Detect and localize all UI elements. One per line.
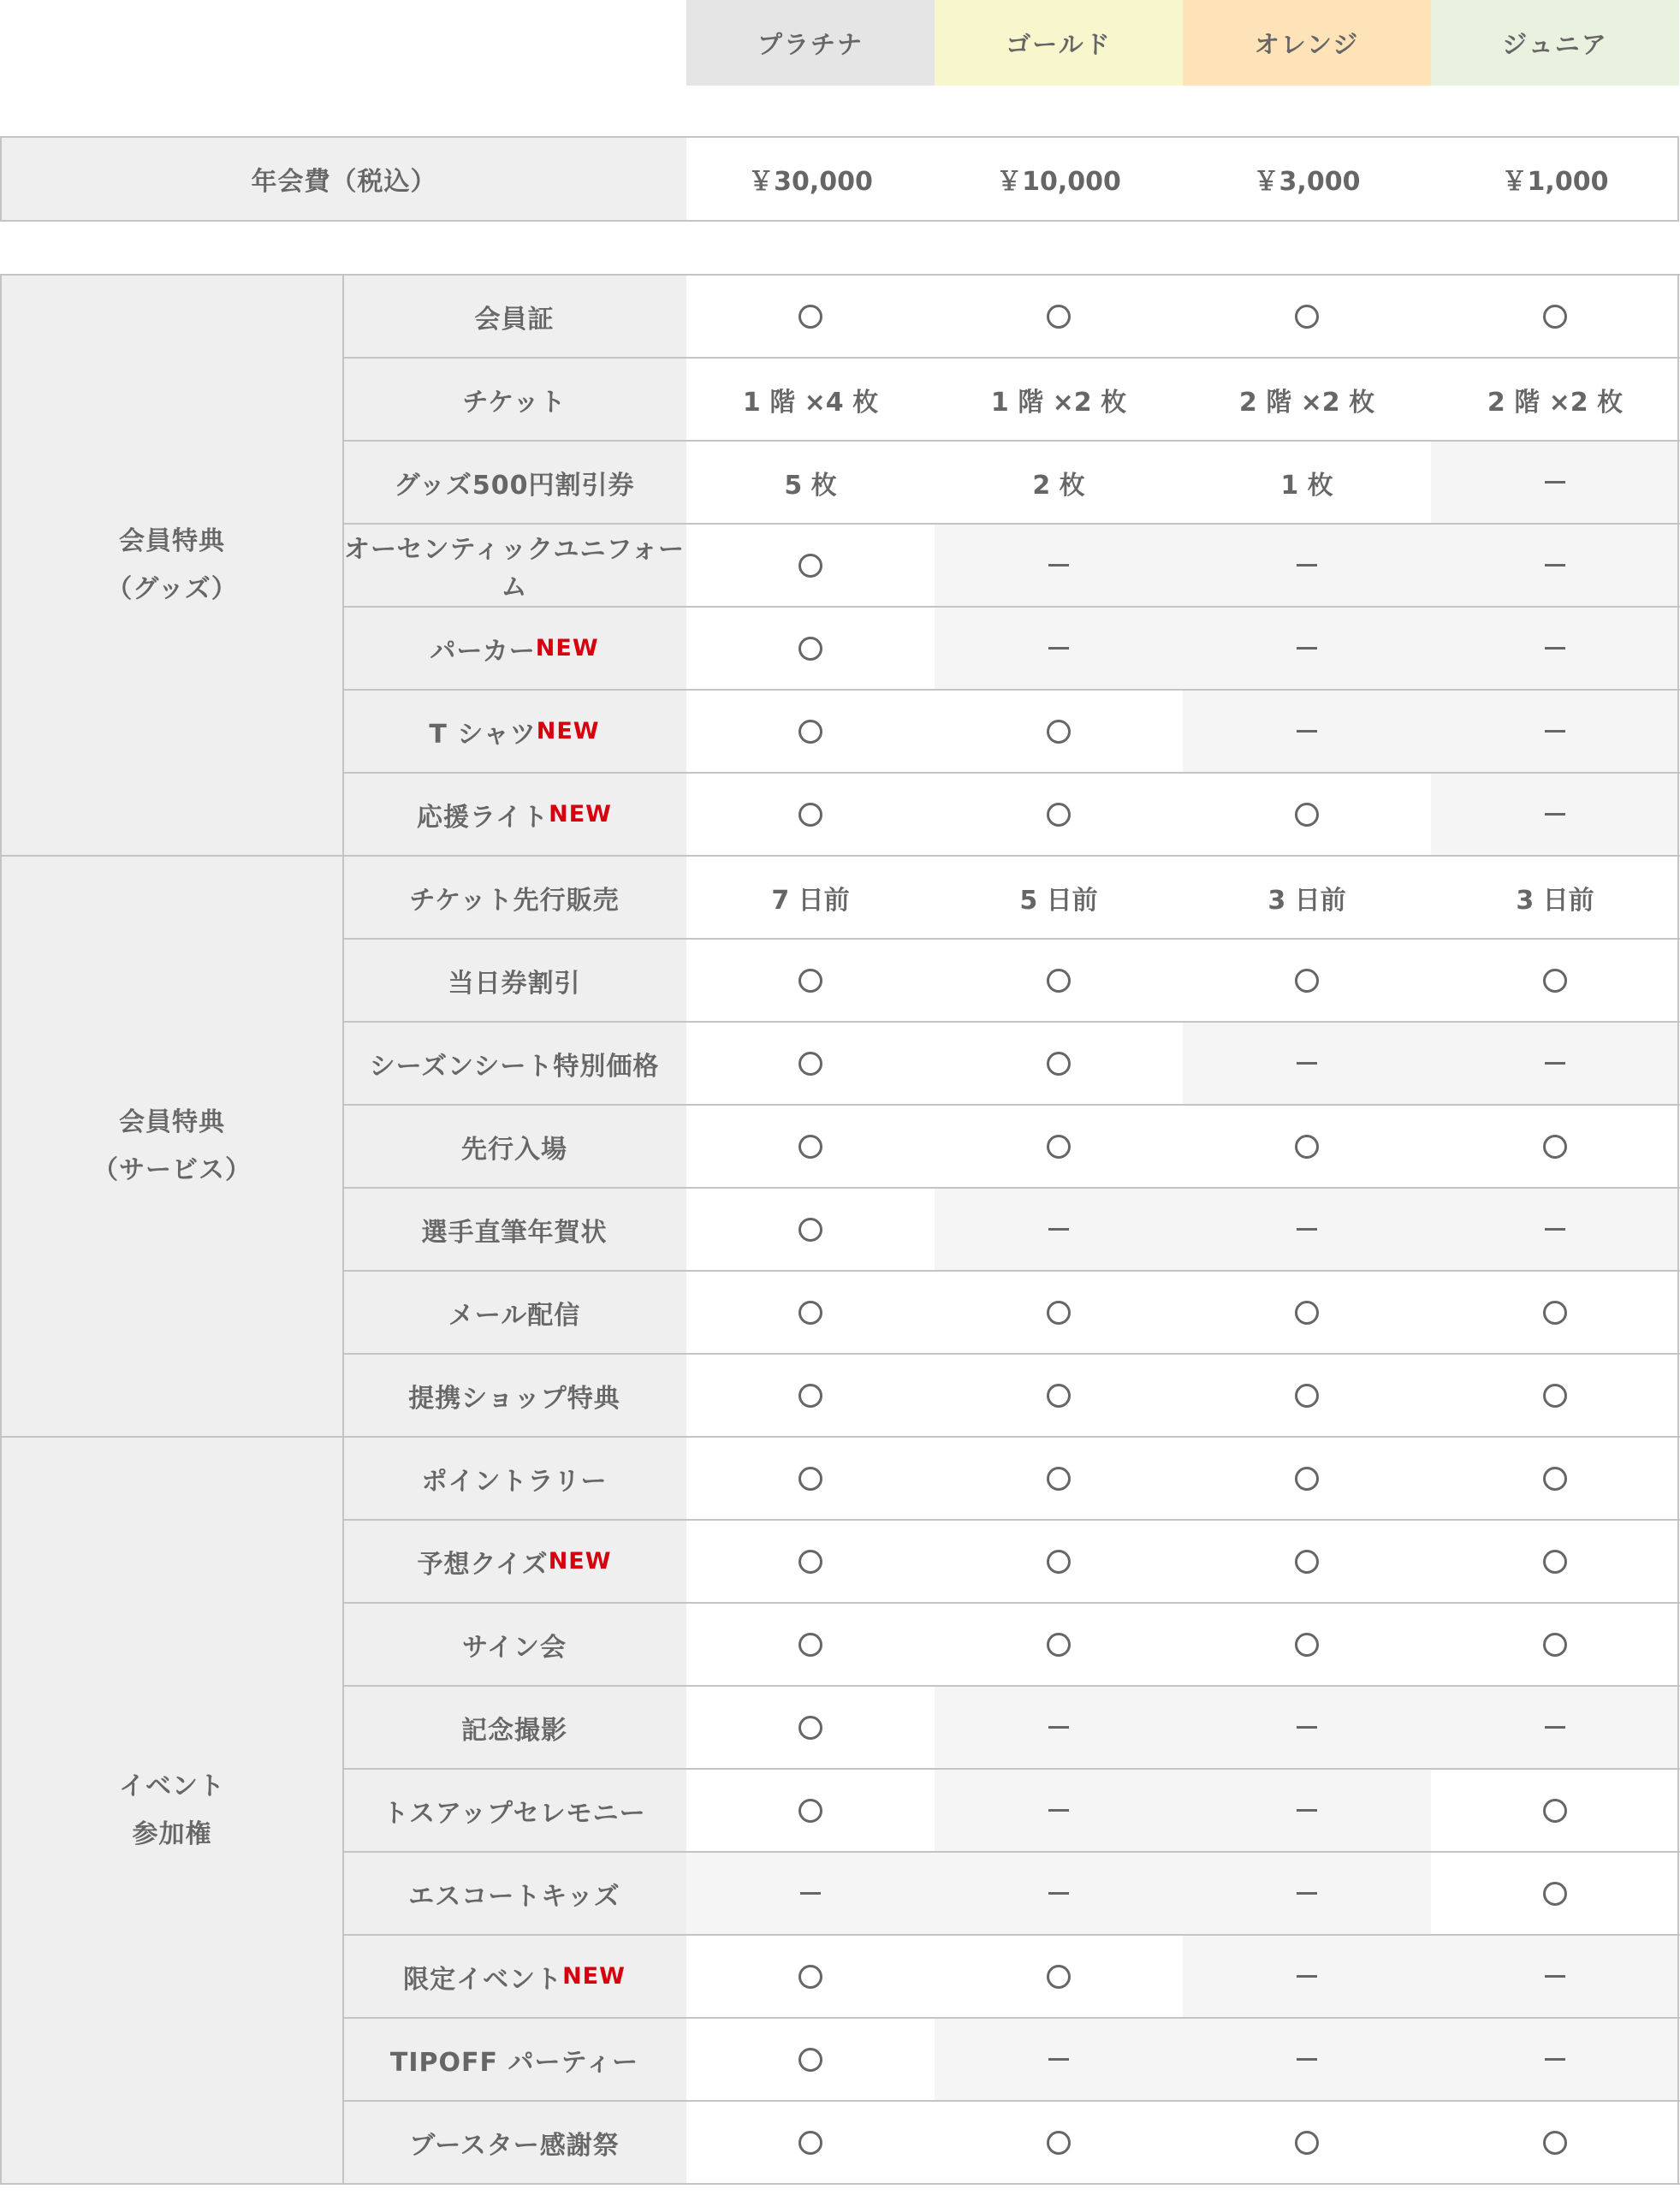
benefit-label: [342, 1936, 686, 2017]
benefit-value: [1431, 608, 1679, 689]
annual-fee-value: [1431, 138, 1679, 220]
category-text-line: 参加権: [132, 1818, 212, 1849]
cell-value: 1 枚: [1280, 470, 1333, 501]
benefit-value: [935, 442, 1183, 523]
benefit-value: [1183, 1604, 1431, 1685]
benefit-value: [1431, 1853, 1679, 1934]
benefit-name: オーセンティックユニフォーム: [344, 534, 685, 602]
benefit-label: [342, 857, 686, 938]
benefit-label: [342, 1604, 686, 1685]
benefit-value: [686, 1106, 935, 1187]
benefit-value: [935, 2019, 1183, 2100]
annual-fee-value: [935, 138, 1183, 220]
available-circle-icon: [798, 2131, 822, 2155]
tier-name: オレンジ: [1254, 29, 1360, 59]
not-available-dash-icon: [1048, 564, 1069, 567]
not-available-dash-icon: [1545, 1975, 1565, 1978]
new-badge: NEW: [549, 801, 612, 828]
benefit-value: [935, 359, 1183, 440]
benefit-value: [935, 1355, 1183, 1436]
benefit-label: [342, 1438, 686, 1519]
cell-value: 7 日前: [771, 885, 850, 916]
benefit-name: 会員証: [474, 304, 555, 335]
benefit-name: 予想クイズ: [417, 1549, 549, 1580]
available-circle-icon: [1543, 1550, 1567, 1574]
benefit-name: 記念撮影: [461, 1715, 567, 1746]
benefit-label: [342, 1272, 686, 1353]
benefit-value: [1183, 1936, 1431, 2017]
benefit-value: [1431, 276, 1679, 357]
available-circle-icon: [1047, 720, 1071, 744]
benefit-name: ポイントラリー: [421, 1466, 608, 1497]
benefit-value: [935, 1106, 1183, 1187]
benefit-label: [342, 774, 686, 855]
available-circle-icon: [798, 1550, 822, 1574]
available-circle-icon: [1295, 1135, 1319, 1159]
benefit-value: [1183, 1023, 1431, 1104]
available-circle-icon: [1047, 1965, 1071, 1989]
benefit-value: [935, 857, 1183, 938]
benefit-value: [1183, 940, 1431, 1021]
benefit-name: チケット先行販売: [409, 885, 620, 916]
cell-value: 3 日前: [1267, 885, 1346, 916]
not-available-dash-icon: [1048, 1726, 1069, 1729]
not-available-dash-icon: [1545, 813, 1565, 816]
available-circle-icon: [1047, 969, 1071, 993]
benefit-label: [342, 1853, 686, 1934]
benefit-value: [686, 940, 935, 1021]
available-circle-icon: [1295, 1467, 1319, 1491]
not-available-dash-icon: [1297, 647, 1317, 650]
available-circle-icon: [1295, 1301, 1319, 1325]
cell-value: 2 枚: [1032, 470, 1085, 501]
benefit-name: 選手直筆年賀状: [421, 1217, 608, 1248]
benefit-value: [1183, 2102, 1431, 2183]
category-text-line: （グッズ）: [106, 573, 238, 604]
not-available-dash-icon: [1297, 1809, 1317, 1812]
benefit-value: [1183, 1106, 1431, 1187]
benefit-name: 当日券割引: [448, 968, 581, 999]
not-available-dash-icon: [1545, 481, 1565, 483]
available-circle-icon: [1543, 1301, 1567, 1325]
available-circle-icon: [1543, 1882, 1567, 1906]
benefit-label: [342, 940, 686, 1021]
benefit-value: [686, 857, 935, 938]
benefit-label: [342, 2102, 686, 2183]
benefit-value: [1183, 525, 1431, 606]
benefit-value: [1431, 940, 1679, 1021]
benefit-value: [1183, 608, 1431, 689]
benefit-value: [686, 1521, 935, 1602]
benefit-value: [1431, 1272, 1679, 1353]
cell-value: 1 階 ×2 枚: [990, 387, 1127, 418]
benefit-value: [686, 1438, 935, 1519]
benefit-value: [935, 1604, 1183, 1685]
section-category-1: [2, 276, 342, 855]
benefit-value: [1431, 1770, 1679, 1851]
available-circle-icon: [798, 1633, 822, 1657]
category-text-line: 会員特典: [119, 525, 225, 556]
available-circle-icon: [798, 1965, 822, 1989]
benefit-value: [686, 608, 935, 689]
available-circle-icon: [798, 1052, 822, 1076]
available-circle-icon: [1295, 1633, 1319, 1657]
not-available-dash-icon: [1297, 2058, 1317, 2061]
benefit-value: [686, 2019, 935, 2100]
benefit-name: TIPOFF パーティー: [389, 2047, 639, 2078]
benefit-label: [342, 525, 686, 606]
available-circle-icon: [1543, 305, 1567, 329]
benefit-value: [1183, 359, 1431, 440]
benefit-value: [1431, 1936, 1679, 2017]
benefit-name: 提携ショップ特典: [408, 1383, 620, 1414]
benefit-value: [1431, 1604, 1679, 1685]
not-available-dash-icon: [1545, 647, 1565, 650]
benefit-label: [342, 1770, 686, 1851]
available-circle-icon: [1543, 1135, 1567, 1159]
benefit-name: 先行入場: [461, 1134, 567, 1165]
benefit-value: [1431, 691, 1679, 772]
fee-amount: ￥1,000: [1501, 167, 1609, 197]
benefit-value: [1183, 1355, 1431, 1436]
not-available-dash-icon: [1297, 1062, 1317, 1065]
benefit-label: [342, 1687, 686, 1768]
available-circle-icon: [798, 1384, 822, 1408]
benefit-value: [935, 1272, 1183, 1353]
available-circle-icon: [1047, 803, 1071, 827]
available-circle-icon: [798, 1799, 822, 1823]
benefit-value: [935, 608, 1183, 689]
available-circle-icon: [1543, 1384, 1567, 1408]
fee-amount: ￥3,000: [1253, 167, 1361, 197]
not-available-dash-icon: [1545, 1062, 1565, 1065]
cell-value: 5 日前: [1019, 885, 1098, 916]
benefit-value: [686, 1272, 935, 1353]
benefit-value: [935, 1023, 1183, 1104]
annual-fee-value: [1183, 138, 1431, 220]
not-available-dash-icon: [1048, 647, 1069, 650]
tier-name: ゴールド: [1006, 29, 1112, 59]
section-category-2: [2, 857, 342, 1436]
benefit-label: [342, 1023, 686, 1104]
benefit-value: [1183, 857, 1431, 938]
benefit-value: [1183, 691, 1431, 772]
not-available-dash-icon: [1297, 1228, 1317, 1231]
available-circle-icon: [1543, 969, 1567, 993]
table-left-border: [0, 274, 2, 2185]
new-badge: NEW: [535, 635, 599, 661]
benefit-value: [1431, 1355, 1679, 1436]
benefit-value: [1183, 1272, 1431, 1353]
benefit-name: エスコートキッズ: [408, 1881, 620, 1912]
tier-header-2: [935, 0, 1183, 86]
benefit-name: グッズ500円割引券: [394, 470, 635, 501]
benefit-value: [686, 1770, 935, 1851]
benefit-value: [686, 2102, 935, 2183]
benefit-value: [1183, 774, 1431, 855]
available-circle-icon: [798, 2048, 822, 2072]
available-circle-icon: [1543, 1633, 1567, 1657]
benefit-name: T シャツ: [429, 719, 537, 750]
not-available-dash-icon: [1545, 1726, 1565, 1729]
benefit-label: [342, 1189, 686, 1270]
not-available-dash-icon: [1297, 1892, 1317, 1895]
benefit-value: [686, 359, 935, 440]
new-badge: NEW: [536, 718, 600, 745]
benefit-value: [935, 940, 1183, 1021]
benefit-value: [686, 1853, 935, 1934]
not-available-dash-icon: [1048, 1892, 1069, 1895]
benefit-value: [1431, 2102, 1679, 2183]
benefit-value: [686, 1355, 935, 1436]
benefit-value: [686, 276, 935, 357]
benefit-name: メール配信: [448, 1300, 581, 1331]
benefit-value: [686, 442, 935, 523]
tier-header-3: [1183, 0, 1431, 86]
benefit-value: [1183, 2019, 1431, 2100]
benefit-value: [1431, 1023, 1679, 1104]
not-available-dash-icon: [1545, 1228, 1565, 1231]
benefit-value: [1431, 857, 1679, 938]
fee-amount: ￥10,000: [996, 167, 1121, 197]
benefit-value: [935, 525, 1183, 606]
available-circle-icon: [1047, 1467, 1071, 1491]
not-available-dash-icon: [1297, 730, 1317, 733]
benefit-value: [1183, 442, 1431, 523]
benefit-label: [342, 1521, 686, 1602]
new-badge: NEW: [562, 1963, 626, 1990]
benefit-value: [1183, 1770, 1431, 1851]
not-available-dash-icon: [1048, 2058, 1069, 2061]
annual-fee-label-text: 年会費（税込）: [251, 167, 437, 197]
available-circle-icon: [1047, 1301, 1071, 1325]
benefit-value: [935, 1770, 1183, 1851]
tier-header-4: [1431, 0, 1679, 86]
not-available-dash-icon: [1048, 1809, 1069, 1812]
benefit-value: [686, 1687, 935, 1768]
benefit-value: [935, 1853, 1183, 1934]
cell-value: 2 階 ×2 枚: [1487, 387, 1624, 418]
benefit-label: [342, 2019, 686, 2100]
benefit-value: [1431, 1438, 1679, 1519]
benefit-value: [1183, 1521, 1431, 1602]
cell-value: 5 枚: [784, 470, 837, 501]
available-circle-icon: [1295, 2131, 1319, 2155]
benefit-value: [1431, 525, 1679, 606]
benefit-name: ブースター感謝祭: [409, 2130, 620, 2161]
annual-fee-value: [686, 138, 935, 220]
benefit-value: [1431, 1106, 1679, 1187]
benefit-value: [935, 1687, 1183, 1768]
benefit-label: [342, 1355, 686, 1436]
benefit-value: [686, 1023, 935, 1104]
available-circle-icon: [1047, 2131, 1071, 2155]
table-right-border: [1677, 274, 1679, 2185]
available-circle-icon: [1295, 803, 1319, 827]
benefit-value: [935, 1521, 1183, 1602]
benefit-label: [342, 276, 686, 357]
benefit-value: [1431, 1687, 1679, 1768]
section-divider: [0, 2183, 1680, 2185]
benefit-label: [342, 442, 686, 523]
benefit-value: [1431, 774, 1679, 855]
available-circle-icon: [1543, 1467, 1567, 1491]
available-circle-icon: [798, 1218, 822, 1242]
not-available-dash-icon: [1545, 730, 1565, 733]
category-text-line: 会員特典: [119, 1106, 225, 1137]
available-circle-icon: [798, 1135, 822, 1159]
section-category-3: [2, 1438, 342, 2183]
cell-value: 1 階 ×4 枚: [742, 387, 879, 418]
benefit-value: [935, 774, 1183, 855]
available-circle-icon: [1295, 969, 1319, 993]
available-circle-icon: [1047, 305, 1071, 329]
available-circle-icon: [798, 803, 822, 827]
not-available-dash-icon: [1048, 1228, 1069, 1231]
tier-name: ジュニア: [1502, 29, 1608, 59]
tier-name: プラチナ: [757, 29, 864, 59]
benefit-name: 限定イベント: [403, 1964, 563, 1995]
tier-header-1: [686, 0, 935, 86]
benefit-value: [1431, 2019, 1679, 2100]
available-circle-icon: [1047, 1633, 1071, 1657]
benefit-name: シーズンシート特別価格: [369, 1051, 660, 1082]
benefit-value: [1183, 276, 1431, 357]
benefit-label: [342, 359, 686, 440]
benefit-value: [686, 691, 935, 772]
not-available-dash-icon: [1297, 564, 1317, 567]
not-available-dash-icon: [1545, 564, 1565, 567]
available-circle-icon: [798, 1301, 822, 1325]
benefit-value: [686, 1604, 935, 1685]
benefit-label: [342, 1106, 686, 1187]
benefit-value: [1183, 1189, 1431, 1270]
benefit-value: [1183, 1853, 1431, 1934]
new-badge: NEW: [548, 1548, 612, 1575]
benefit-value: [935, 1189, 1183, 1270]
benefit-value: [1431, 359, 1679, 440]
cell-value: 2 階 ×2 枚: [1238, 387, 1375, 418]
benefit-value: [1431, 1189, 1679, 1270]
available-circle-icon: [798, 554, 822, 578]
available-circle-icon: [798, 969, 822, 993]
available-circle-icon: [1543, 1799, 1567, 1823]
not-available-dash-icon: [1297, 1975, 1317, 1978]
benefit-value: [1183, 1687, 1431, 1768]
available-circle-icon: [1295, 1384, 1319, 1408]
cell-value: 3 日前: [1516, 885, 1594, 916]
benefit-value: [935, 276, 1183, 357]
fee-amount: ￥30,000: [748, 167, 873, 197]
benefit-value: [935, 1438, 1183, 1519]
not-available-dash-icon: [1545, 2058, 1565, 2061]
benefit-name: パーカー: [430, 636, 536, 667]
benefit-name: トスアップセレモニー: [383, 1798, 646, 1829]
benefit-name: サイン会: [462, 1632, 567, 1663]
available-circle-icon: [798, 720, 822, 744]
available-circle-icon: [798, 1716, 822, 1740]
category-column-divider: [342, 274, 344, 2185]
available-circle-icon: [798, 305, 822, 329]
benefit-value: [686, 1189, 935, 1270]
benefit-value: [686, 1936, 935, 2017]
available-circle-icon: [798, 1467, 822, 1491]
benefit-value: [1431, 1521, 1679, 1602]
benefit-value: [686, 774, 935, 855]
benefit-value: [686, 525, 935, 606]
available-circle-icon: [1047, 1550, 1071, 1574]
category-text-line: （サービス）: [92, 1154, 252, 1185]
available-circle-icon: [1047, 1135, 1071, 1159]
benefit-value: [1431, 442, 1679, 523]
benefit-label: [342, 691, 686, 772]
not-available-dash-icon: [1297, 1726, 1317, 1729]
benefit-value: [935, 1936, 1183, 2017]
available-circle-icon: [1047, 1384, 1071, 1408]
available-circle-icon: [1047, 1052, 1071, 1076]
benefit-value: [935, 2102, 1183, 2183]
available-circle-icon: [1543, 2131, 1567, 2155]
not-available-dash-icon: [800, 1892, 821, 1895]
available-circle-icon: [798, 637, 822, 661]
available-circle-icon: [1295, 1550, 1319, 1574]
annual-fee-label: [2, 138, 686, 220]
benefit-name: 応援ライト: [417, 802, 549, 833]
benefit-label: [342, 608, 686, 689]
benefit-value: [1183, 1438, 1431, 1519]
benefit-name: チケット: [462, 387, 567, 418]
benefit-value: [935, 691, 1183, 772]
category-text-line: イベント: [119, 1771, 225, 1801]
available-circle-icon: [1295, 305, 1319, 329]
